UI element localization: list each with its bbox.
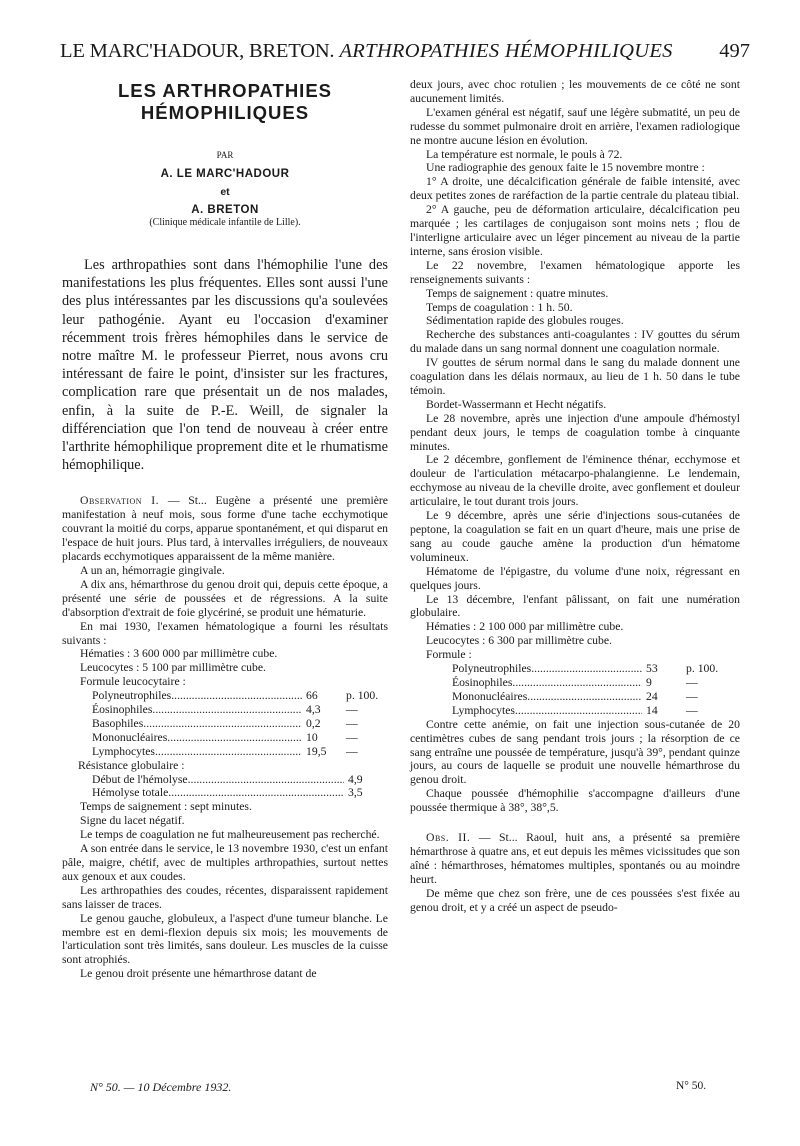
obs1-intro-text: — St... Eugène a présenté une première manifestation à neuf mois, sous forme d'une tache ecchymotique couvrant la moitié du corps, apparue spontanément, et qui disparut en l'espace de huit jours. Plus tard, à intervalles irréguliers, de nouveaux placards ecchymotiques apparaissent de la même manière. — [62, 494, 388, 564]
formula-value: 53 — [646, 662, 658, 676]
obs1-intro-paragraph — [62, 494, 388, 564]
paragraph: Le 13 décembre, l'enfant pâlissant, on fait une numération globulaire. — [410, 592, 740, 620]
paragraph: Le 9 décembre, après une série d'injections sous-cutanées de peptone, la coagulation se fait en un quart d'heure, mais une prise de sang au coude gauche amène la production d'un hématome volumineux. — [410, 509, 740, 564]
resistance-value: 4,9 — [348, 772, 363, 786]
article-title — [62, 80, 388, 124]
paragraph: IV gouttes de sérum normal dans le sang du malade donnent une coagulation dans les délais normaux, au lieu de 1 h. 50 dans le tube témoin. — [410, 356, 740, 397]
article-title-line2: HÉMOPHILIQUES — [140, 102, 310, 123]
author-1: A. LE MARC'HADOUR — [160, 168, 290, 180]
obs2-label: Obs. II. — [426, 831, 471, 845]
formula-name: Basophiles — [92, 716, 144, 730]
formula-row — [92, 689, 388, 703]
formula-row — [92, 745, 388, 759]
paragraph: Une radiographie des genoux faite le 15 novembre montre : — [426, 161, 705, 175]
author-conjunction: et — [220, 186, 230, 198]
left-column — [62, 80, 388, 1146]
paragraph: L'examen général est négatif, sauf une légère submatité, un peu de rudesse du sommet pulmonaire droit en arrière, l'examen radiologique ne montre aucune lésion en évolution. — [410, 105, 740, 147]
formule-heading-2: Formule : — [426, 648, 472, 662]
footer-issue-short: N° 50. — [676, 1080, 707, 1092]
byline: PAR — [216, 150, 234, 160]
paragraph: Temps de saignement : quatre minutes. — [426, 286, 609, 300]
section-gap — [410, 815, 740, 831]
paragraph: Le genou droit présente une hémarthrose datant de — [80, 967, 317, 981]
resistance-row — [92, 786, 388, 800]
formula-table-1 — [62, 689, 388, 759]
observation-1 — [62, 494, 388, 981]
running-head-title: ARTHROPATHIES HÉMOPHILIQUES — [339, 40, 673, 62]
formula-value: 14 — [646, 703, 658, 717]
paragraph: Le temps de coagulation ne fut malheureusement pas recherché. — [80, 828, 380, 842]
footer-issue-text: N° 50. — 10 Décembre 1932. — [90, 1080, 232, 1094]
formula-unit: — — [346, 730, 358, 744]
formula-name: Polyneutrophiles — [452, 662, 532, 676]
paragraph: En mai 1930, l'examen hématologique a fourni les résultats suivants : — [62, 619, 388, 647]
paragraph: 1° A droite, une décalcification générale de faible intensité, avec deux petites zones de raréfaction de la partie centrale du plateau tibial. — [410, 175, 740, 203]
leucocytes-line-2: Leucocytes : 6 300 par millimètre cube. — [426, 634, 612, 648]
formula-unit: — — [346, 703, 358, 717]
paragraph: Le genou gauche, globuleux, a l'aspect d'une tumeur blanche. Le membre est en demi-flexion depuis six mois; les mouvements de l'articulation sont très limités, sans douleur. Les muscles de la cuisse sont atrophiés. — [62, 911, 388, 967]
obs2-paragraph — [410, 831, 740, 887]
paragraph: Sédimentation rapide des globules rouges. — [426, 314, 624, 328]
paragraph: Hématome de l'épigastre, du volume d'une noix, régressant en quelques jours. — [410, 564, 740, 592]
formula-unit: — — [686, 675, 698, 689]
paragraph: A dix ans, hémarthrose du genou droit qui, depuis cette époque, a présenté une série de poussées et de régressions. A la suite d'absorption d'extrait de foie glycériné, se produit une hématurie. — [62, 577, 388, 619]
running-head-authors: LE MARC'HADOUR, BRETON. — [60, 40, 335, 62]
paragraph: De même que chez son frère, une de ces poussées s'est fixée au genou droit, et y a créé un aspect de pseudo- — [410, 886, 740, 914]
formula-row — [452, 690, 728, 704]
formula-name: Polyneutrophiles — [92, 689, 172, 703]
formula-value: 66 — [306, 689, 318, 703]
footer-issue — [90, 1080, 231, 1095]
formula-name: Éosinophiles — [92, 703, 153, 717]
resistance-table — [62, 773, 388, 801]
paragraph: 2° A gauche, peu de déformation articulaire, décalcification peu marquée ; les cartilages de conjugaison sont moins nets ; flou de l'interligne articulaire avec un léger pincement au niveau de la partie interne, sans érosion visible. — [410, 203, 740, 258]
formula-unit: — — [686, 689, 698, 703]
resistance-name: Début de l'hémolyse — [92, 772, 188, 786]
paragraph: Les arthropathies des coudes, récentes, disparaissent rapidement sans laisser de traces. — [62, 883, 388, 911]
abstract: Les arthropathies sont dans l'hémophilie l'une des manifestations les plus fréquentes. Elles sont aussi l'une des plus intéressantes par les discussions qu'a soulevées leur pathogénie. Ayant eu l'occasion d'examiner récemment trois frères hémophiles dans le service de notre maître M. le professeur Pierret, nous avons cru intéressant de faire le point, d'insister sur les fractures, complication rare que présentait un de nos malades, enfin, à la suite de P.-E. Weill, de signaler la différenciation que l'on tend de nouveau à créer entre l'arthrite hémophilique proprement dite et le rhumatisme hémophilique. — [62, 257, 388, 474]
formula-unit: — — [346, 716, 358, 730]
formula-row — [92, 703, 388, 717]
hematies-line: Hématies : 3 600 000 par millimètre cube. — [80, 647, 278, 661]
formule-heading: Formule leucocytaire : — [80, 675, 186, 689]
formula-unit: — — [346, 744, 358, 758]
paragraph: Recherche des substances anti-coagulantes : IV gouttes du sérum du malade dans un sang normal donnent une coagulation normale. — [410, 328, 740, 356]
formula-value: 24 — [646, 689, 658, 703]
paragraph: Le 2 décembre, gonflement de l'éminence thénar, ecchymose et douleur de l'articulation métacarpo-phalangienne. Le lendemain, ecchymose au niveau de la cheville droite, avec gonflement et douleur articulaire, le tout durant trois jours. — [410, 453, 740, 509]
formula-value: 19,5 — [306, 744, 327, 758]
author-2: A. BRETON — [191, 204, 259, 216]
resistance-name: Hémolyse totale — [92, 786, 169, 800]
paragraph: Le 22 novembre, l'examen hématologique apporte les renseignements suivants : — [410, 258, 740, 286]
leucocytes-line: Leucocytes : 5 100 par millimètre cube. — [80, 661, 266, 675]
paragraph: La température est normale, le pouls à 72. — [426, 147, 623, 161]
running-head — [60, 40, 750, 70]
formula-row — [452, 704, 728, 718]
formula-value: 9 — [646, 675, 652, 689]
paragraph: Bordet-Wassermann et Hecht négatifs. — [426, 397, 607, 411]
formula-name: Mononucléaires — [452, 689, 528, 703]
formula-value: 10 — [306, 730, 318, 744]
formula-unit: — — [686, 703, 698, 717]
formula-name: Lymphocytes — [92, 744, 155, 758]
paragraph: Temps de coagulation : 1 h. 50. — [426, 300, 573, 314]
formula-row — [92, 717, 388, 731]
page-number: 497 — [719, 40, 750, 62]
saignement-line: Temps de saignement : sept minutes. — [80, 800, 252, 814]
formula-value: 4,3 — [306, 703, 321, 717]
paragraph: deux jours, avec choc rotulien ; les mouvements de ce côté ne sont aucunement limités. — [410, 78, 740, 105]
obs2-text: — St... Raoul, huit ans, a présenté sa première hémarthrose à quatre ans, et eut depuis les mêmes vicissitudes que son aîné : hémarthroses, hématomes multiples, spontanés ou au moindre heurt. — [410, 831, 740, 886]
paragraph: Chaque poussée d'hémophilie s'accompagne d'ailleurs d'une poussée thermique à 38°, 38°,5. — [410, 787, 740, 815]
formula-row — [452, 662, 728, 676]
lacet-line: Signe du lacet négatif. — [80, 814, 185, 828]
paragraph: Contre cette anémie, on fait une injection sous-cutanée de 20 centimètres cubes de sang pendant trois jours ; la résorption de ce sang entraîne une poussée de température, jusqu'à 39°, pendant quinze jours, au cours de laquelle se produit une nouvelle hémarthrose du genou droit. — [410, 717, 740, 787]
formula-unit: p. 100. — [346, 689, 379, 703]
right-column — [410, 78, 740, 1146]
paragraph: A un an, hémorragie gingivale. — [80, 563, 225, 577]
obs1-label: Observation I. — [80, 494, 160, 508]
formula-row — [452, 676, 728, 690]
hematies-line-2: Hématies : 2 100 000 par millimètre cube. — [426, 620, 624, 634]
paragraph: Le 28 novembre, après une injection d'une ampoule d'hémostyl pendant deux jours, le temps de coagulation tombe à cinquante minutes. — [410, 411, 740, 453]
formula-table-2 — [410, 662, 740, 718]
resistance-value: 3,5 — [348, 786, 363, 800]
formula-value: 0,2 — [306, 716, 321, 730]
formula-name: Éosinophiles — [452, 675, 513, 689]
resistance-row — [92, 773, 388, 787]
paragraph: A son entrée dans le service, le 13 novembre 1930, c'est un enfant pâle, maigre, chétif, avec de multiples arthropathies, surtout nettes aux genoux et aux coudes. — [62, 842, 388, 883]
resistance-heading: Résistance globulaire : — [78, 758, 185, 772]
formula-row — [92, 731, 388, 745]
formula-unit: p. 100. — [686, 662, 719, 676]
article-title-line1: LES ARTHROPATHIES — [118, 80, 332, 101]
affiliation: (Clinique médicale infantile de Lille). — [149, 217, 301, 228]
formula-name: Lymphocytes — [452, 703, 515, 717]
formula-name: Mononucléaires — [92, 730, 168, 744]
